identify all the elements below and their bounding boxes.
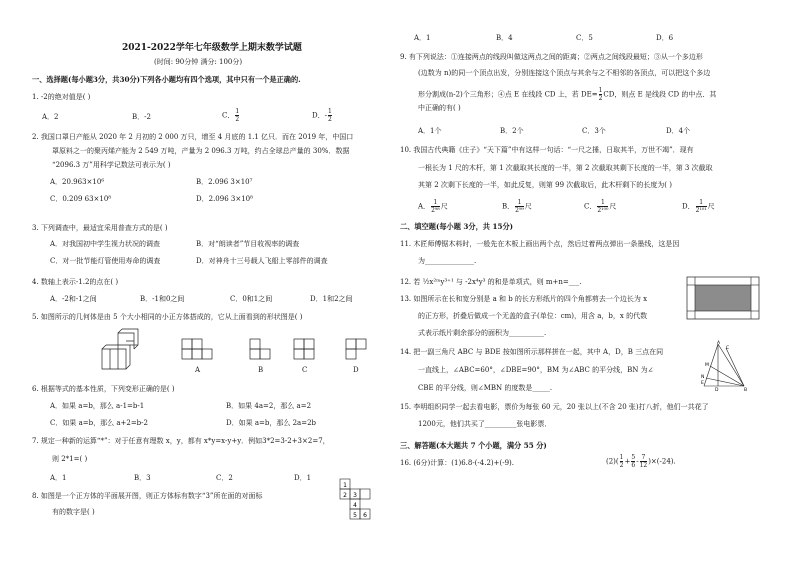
q1-option-d: D．- $\frac{1}{2}$ bbox=[312, 108, 332, 123]
q4-option-d: D．1和2之间 bbox=[310, 295, 353, 303]
q4-option-b: B．-1和0之间 bbox=[140, 295, 185, 303]
q9-option-d: D．4个 bbox=[666, 127, 691, 135]
left-column bbox=[32, 0, 384, 561]
q7-line-1: 7. 规定一种新的运算“*”：对于任意有理数 x，y，都有 x*y=x-y+y．例如3*2=3-2+3×2=7， bbox=[32, 437, 330, 445]
net-cell-1: 1 bbox=[343, 482, 347, 489]
label-d: D bbox=[715, 388, 719, 392]
q2-option-b: B．2.096 3×10⁷ bbox=[196, 178, 253, 186]
q13-box-figure bbox=[686, 276, 760, 320]
q14-line-2: 一直线上，∠ABC=60°，∠DBE=90°，BM 为∠ABC 的平分线，BN 为∠ bbox=[418, 366, 654, 374]
q6-stem: 6. 根据等式的基本性质，下列变形正确的是( ) bbox=[32, 385, 175, 393]
q3-stem: 3. 下列调查中，最适宜采用普查方式的是( ) bbox=[32, 224, 168, 232]
q9-option-c: C．3个 bbox=[582, 127, 606, 135]
label-n: N bbox=[701, 375, 705, 380]
label-b: B bbox=[744, 388, 748, 392]
q11-line-2: 为______________. bbox=[418, 257, 477, 265]
q11-line-1: 11. 木匠师傅锯木料时，一般先在木板上画出两个点，然后过着两点弹出一条墨线，这是因 bbox=[400, 240, 680, 248]
q7-option-a: A．1 bbox=[50, 474, 67, 482]
net-cell-4: 4 bbox=[353, 502, 357, 509]
q14-line-1: 14. 把一副三角尺 ABC 与 BDE 按如图所示那样拼在一起，其中 A，D，B 三点在同 bbox=[400, 348, 664, 356]
q9-line-4: 中正确的有( ) bbox=[418, 104, 461, 112]
q16-part-2: (2)( $\frac{1}{2}$ + $\frac{5}{6}$ - $\frac{7}{12}$ )×(-24). bbox=[606, 454, 676, 469]
net-cell-5: 5 bbox=[353, 512, 357, 519]
q7-option-c: C．2 bbox=[216, 474, 233, 482]
q9-line-2: (边数为 n)的同一个顶点出发，分别连接这个顶点与其余与之不相邻的各顶点，可以把这个多边 bbox=[418, 69, 711, 77]
label-m: M bbox=[705, 363, 709, 368]
q3-option-c: C．对一批节能灯管使用寿命的调查 bbox=[50, 257, 161, 265]
q10-line-3: 其第 2 次剩下长度的一半，如此反复，则第 99 次截取后，此木杆剩下的长度为( ) bbox=[418, 181, 672, 189]
q15-line-2: 1200元，他们共买了_________张电影票． bbox=[418, 420, 552, 428]
q6-option-b: B．如果 4a=2，那么 a=2 bbox=[226, 402, 312, 410]
q2-line-1: 2. 我国口罩日产能从 2020 年 2 月初的 2 000 万只，增至 4 月底的 1.1 亿只．而在 2019 年，中国口 bbox=[32, 133, 354, 141]
q5-stem: 5. 如图所示的几何体是由 5 个大小相同的小正方体搭成的，它从上面看到的形状图是( ) bbox=[32, 313, 303, 321]
q7-option-b: B．3 bbox=[134, 474, 151, 482]
q5-label-d: D bbox=[353, 366, 359, 374]
q1-stem: 1. -2的绝对值是( ) bbox=[32, 93, 91, 101]
q3-option-d: D．对神舟十三号载人飞船上零部件的调查 bbox=[196, 257, 328, 265]
q10-line-2: 一根长为 1 尺的木杆，第 1 次截取其长度的一半，第 2 次截取其剩下长度的一半，第 3 次截取 bbox=[418, 164, 713, 172]
exam-info: (时间: 90分钟 满分: 100分) bbox=[154, 58, 243, 66]
q2-line-3: “2096.3 万”用科学记数法可表示为( ) bbox=[52, 161, 171, 169]
q13-line-2: 的正方形，折叠后做成一个无盖的盒子(单位：cm)，用含 a，b，x 的代数 bbox=[418, 312, 648, 320]
q3-option-b: B．对“朗读者”节目收视率的调查 bbox=[196, 240, 300, 248]
q8-line-2: 有的数字是( ) bbox=[52, 508, 95, 516]
q1-option-a: A．2 bbox=[42, 113, 59, 121]
q8-option-c: C．5 bbox=[576, 34, 593, 42]
q5-option-b-figure bbox=[250, 339, 270, 359]
q8-cube-net bbox=[332, 478, 380, 520]
q13-line-1: 13. 如图所示在长和宽分别是 a 和 b 的长方形纸片的四个角都剪去一个边长为 x bbox=[400, 295, 648, 303]
q9-option-b: B．2个 bbox=[500, 127, 524, 135]
q3-option-a: A．对我国初中学生视力状况的调查 bbox=[50, 240, 161, 248]
q5-label-b: B bbox=[258, 366, 264, 374]
section-1-title: 一、选择题(每小题3分，共30分)下列各小题均有四个选项，其中只有一个是正确的. bbox=[32, 75, 301, 84]
section-3-title: 三、解答题(本大题共 7 个小题，满分 55 分) bbox=[400, 441, 547, 450]
q5-label-c: C bbox=[302, 366, 308, 374]
q5-label-a: A bbox=[195, 366, 201, 374]
label-e: E bbox=[701, 381, 704, 386]
q2-option-a: A．20.963×10⁶ bbox=[50, 178, 105, 186]
q4-option-c: C．0和1之间 bbox=[230, 295, 273, 303]
q14-line-3: CBE 的平分线，则∠MBN 的度数是_____. bbox=[418, 384, 553, 392]
q13-line-3: 式表示纸片剩余部分的面积为__________. bbox=[418, 329, 547, 337]
net-cell-2: 2 bbox=[343, 492, 347, 499]
q9-line-1: 9. 有下列说法：①连接两点的线段叫做这两点之间的距离；②两点之间线段最短；③从一个多边形 bbox=[400, 53, 703, 61]
q10-option-a: A． $\frac{1}{\text{2⁹⁸}}$ 尺 bbox=[418, 199, 448, 214]
q5-option-c-figure bbox=[294, 339, 314, 359]
q10-option-b: B． $\frac{1}{\text{2⁹⁹}}$ 尺 bbox=[502, 199, 532, 214]
q6-option-c: C．如果 a=b，那么 a+2=b-2 bbox=[50, 419, 148, 427]
q10-line-1: 10. 我国古代典籍《庄子》“天下篇”中有这样一句话：“一尺之捶，日取其半，万世不竭”．现有 bbox=[400, 146, 694, 154]
net-cell-3: 3 bbox=[353, 492, 357, 499]
q9-option-a: A．1个 bbox=[418, 127, 442, 135]
exam-title: 2021-2022学年七年级数学上期末数学试题 bbox=[122, 43, 302, 53]
q5-figures bbox=[100, 325, 390, 375]
q6-option-d: D．如果 a=b，那么 2a=2b bbox=[226, 419, 317, 427]
q8-option-a: A．1 bbox=[414, 34, 431, 42]
q4-option-a: A．-2和-1之间 bbox=[50, 295, 97, 303]
right-column bbox=[400, 0, 772, 561]
net-cell-6: 6 bbox=[363, 512, 367, 519]
q5-solid-figure bbox=[102, 329, 138, 369]
q9-line-3: 形分割成(n-2)个三角形；④点 E 在线段 CD 上，若 DE= $\frac{1}{2}$ CD，则点 E 是线段 CD 的中点．其 bbox=[418, 87, 717, 102]
q8-line-1: 8. 如图是一个正方体的平面展开图，则正方体标有数字“3”所在面的对面标 bbox=[32, 492, 263, 500]
label-a: A bbox=[717, 341, 721, 346]
q5-option-d-figure bbox=[346, 339, 366, 359]
q5-option-a-figure bbox=[182, 339, 212, 359]
q16-part-1: 16. (6分)计算：(1)6.8-(-4.2)+(-9). bbox=[400, 459, 515, 467]
q10-option-d: D． $\frac{1}{\text{2¹⁰¹}}$ 尺 bbox=[682, 199, 715, 214]
section-2-title: 二、填空题(每小题 3分，共 15分) bbox=[400, 222, 514, 231]
q2-option-c: C．0.209 63×10⁸ bbox=[50, 195, 112, 203]
q10-option-c: C． $\frac{1}{\text{2¹⁰⁰}}$ 尺 bbox=[584, 199, 617, 214]
q1-option-c: C． $\frac{1}{2}$ bbox=[222, 108, 240, 123]
q4-stem: 4. 数轴上表示-1.2的点在( ) bbox=[32, 278, 119, 286]
label-c: C bbox=[726, 346, 730, 351]
q12-line-1: 12. 若 ½x²ᵐy³⁺¹ 与 -2x⁴y³ 的和是单项式，则 m+n=___. bbox=[400, 278, 582, 286]
q2-line-2: 罩原料之一的聚丙烯产能为 2 549 万吨，产量为 2 096.3 万吨，约占全球总产量的 30%．数据 bbox=[52, 147, 350, 155]
q1-option-b: B．-2 bbox=[132, 113, 151, 121]
q7-option-d: D．1 bbox=[294, 474, 312, 482]
q6-option-a: A．如果 a=b，那么 a-1=b-1 bbox=[50, 402, 145, 410]
q8-option-b: B．4 bbox=[496, 34, 513, 42]
q14-triangle-figure bbox=[700, 340, 752, 392]
q8-option-d: D．6 bbox=[656, 34, 674, 42]
q2-option-d: D．2.096 3×10⁸ bbox=[196, 195, 253, 203]
q15-line-1: 15. 李明组织同学一起去看电影，票价为每张 60 元，20 张以上(不含 20 张)打八折，他们一共花了 bbox=[400, 403, 709, 411]
q7-line-2: 则 2*1=( ) bbox=[52, 455, 88, 463]
